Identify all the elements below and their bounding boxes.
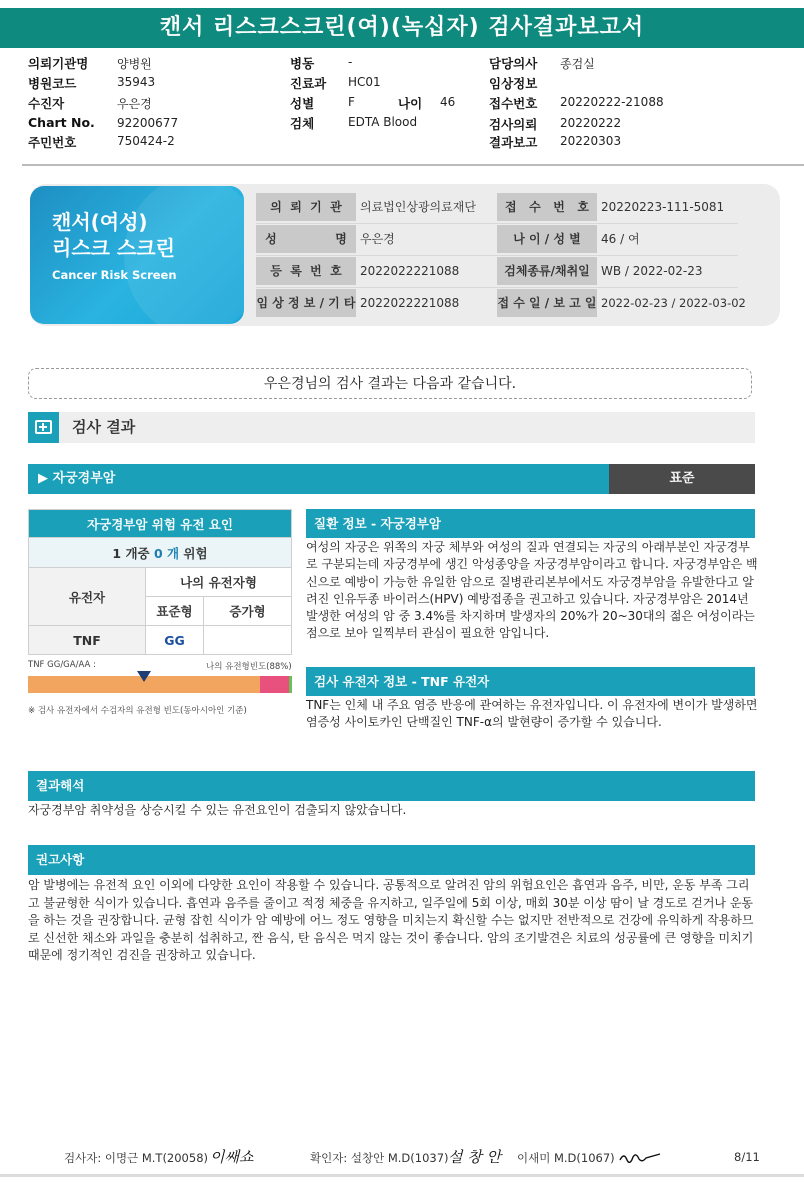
request-date-value: 20220222: [560, 116, 622, 130]
increase-genotype-value: [204, 626, 292, 655]
hospital-name-value: 양병원: [117, 57, 152, 71]
frequency-left-label: TNF GG/GA/AA :: [28, 660, 96, 670]
interpretation-text: 자궁경부암 취약성을 상승시킬 수 있는 유전요인이 검출되지 않았습니다.: [28, 803, 407, 817]
banner-title-1: 캔서(여성): [52, 210, 148, 234]
clinical-info-label: 임상정보: [489, 76, 538, 91]
recommendation-header: 권고사항: [28, 845, 755, 875]
doctor-label: 담당의사: [489, 56, 538, 71]
ward-label: 병동: [290, 56, 315, 71]
frequency-note: ※ 검사 유전자에서 수검자의 유전형 빈도(동아시아인 기준): [28, 706, 247, 716]
sex-label: 성별: [290, 96, 315, 111]
gene-table-title: 자궁경부암 위험 유전 요인: [29, 510, 292, 538]
info-label-institution: 의 뢰 기 관: [256, 193, 356, 221]
section-title: 검사 결과: [72, 418, 136, 436]
ward-value: -: [348, 55, 353, 69]
info-value-age-sex: 46 / 여: [601, 232, 640, 246]
result-greeting: 우은경님의 검사 결과는 다음과 같습니다.: [28, 368, 752, 399]
examiner-signature: 이쌔쇼: [210, 1148, 254, 1166]
examiner-info: 검사자: 이명근 M.T(20058): [64, 1151, 208, 1165]
increase-type-header: 증가형: [204, 597, 292, 626]
resident-no-value: 750424-2: [117, 134, 175, 148]
info-value-clinical: 2022022221088: [360, 296, 460, 310]
section-header: [28, 412, 755, 443]
category-bar: ▶ 자궁경부암: [28, 464, 609, 494]
age-value: 46: [440, 95, 456, 109]
info-value-dates: 2022-02-23 / 2022-03-02: [601, 296, 746, 310]
recommendation-text: 암 발병에는 유전적 요인 이외에 다양한 요인이 작용할 수 있습니다. 공통적으로 알려진 암의 위험요인은 흡연과 음주, 비만, 운동 부족 그리고 불균형한 식이가 있습니다. 흡연과 음주를 줄이고 적정 체중을 유지하고, 일주일에 5회 이상, 매회 30분 이상 땀이 날 경도로 걷거나 운동을 하는 것을 권장합니다. 균형 잡힌 식이가 암 예방에 어느 정도 영향을 미치는지 확신할 수는 없지만 전반적으로 건강에 유익하게 작용하므로 신선한 채소와 과일을 충분히 섭취하고, 짠 음식, 탄 음식은 먹지 않는 것이 좋습니다. 암의 조기발견은 치료의 성공률에 큰 영향을 미치기 때문에 정기적인 검진을 권장하고 있습니다.: [28, 878, 754, 962]
gene-risk-summary: [29, 538, 292, 568]
confirmer2-signature: [618, 1150, 662, 1166]
receipt-no-value: 20220222-21088: [560, 95, 664, 109]
chart-no-value: 92200677: [117, 116, 179, 130]
info-value-specimen: WB / 2022-02-23: [601, 264, 703, 278]
info-label-registration: 등 록 번 호: [256, 257, 356, 285]
interpretation-header: 결과해석: [28, 771, 755, 801]
hospital-code-value: 35943: [117, 75, 156, 89]
my-genotype-header: 나의 유전자형: [146, 568, 292, 597]
department-value: HC01: [348, 75, 381, 89]
department-label: 진료과: [290, 76, 327, 91]
gene-info-text: TNF는 인체 내 주요 염증 반응에 관여하는 유전자입니다. 이 유전자에 변이가 발생하면 염증성 사이토카인 단백질인 TNF-α의 발현량이 증가할 수 있습니다.: [306, 698, 758, 730]
doctor-value: 종검실: [560, 57, 595, 71]
add-folder-icon: [28, 412, 59, 443]
gene-name: TNF: [29, 626, 146, 655]
patient-value: 우은경: [117, 97, 152, 111]
sex-value: F: [348, 95, 355, 109]
gene-info-header: 검사 유전자 정보 - TNF 유전자: [306, 667, 755, 696]
gene-column-header: 유전자: [29, 568, 146, 626]
resident-no-label: 주민번호: [28, 135, 77, 150]
age-label: 나이: [398, 96, 423, 111]
report-date-label: 결과보고: [489, 135, 538, 150]
confirmer2-info: 이새미 M.D(1067): [517, 1151, 615, 1165]
info-separator: [256, 223, 738, 224]
info-value-institution: 의료법인상광의료재단: [360, 200, 476, 214]
info-label-clinical: 임 상 정 보 / 기 타: [256, 289, 356, 317]
summary-count: 0 개: [153, 545, 180, 561]
footer-divider: [0, 1174, 804, 1177]
info-label-specimen: 검체종류/채취일: [497, 257, 597, 285]
report-header: [0, 54, 804, 164]
banner-logo-panel: [30, 186, 244, 324]
confirmer-info: 확인자: 설창안 M.D(1037): [310, 1151, 449, 1165]
disease-info-header: 질환 정보 - 자궁경부암: [306, 509, 755, 538]
banner-subtitle: Cancer Risk Screen: [52, 268, 177, 282]
disease-info-text: 여성의 자궁은 위쪽의 자궁 체부와 여성의 질과 연결되는 자궁의 아래부분인 자궁경부로 구분되는데 자궁경부에 생긴 악성종양을 자궁경부암이라고 합니다. 자궁경부암은 백신으로 예방이 가능한 유일한 암으로 질병관리본부에서도 자궁경부암을 유발한다고 알려진 인유두종 바이러스(HPV) 예방접종을 권고하고 있습니다. 자궁경부암은 2014년 발생한 여성의 암 중 3.4%를 차지하며 발생자의 20%가 20~30대의 젊은 여성이라는 점으로 보아 일찍부터 관심이 필요한 암입니다.: [306, 540, 758, 641]
hospital-code-label: 병원코드: [28, 76, 77, 91]
report-title: 캔서 리스크스크린(여)(녹십자) 검사결과보고서: [0, 8, 804, 48]
info-value-receipt: 20220223-111-5081: [601, 200, 725, 214]
info-value-name: 우은경: [360, 232, 395, 246]
report-date-value: 20220303: [560, 134, 622, 148]
standard-badge: 표준: [609, 464, 755, 494]
hospital-name-label: 의뢰기관명: [28, 56, 89, 71]
info-separator: [256, 287, 738, 288]
info-label-dates: 접 수 일 / 보 고 일: [497, 289, 597, 317]
banner-title-2: 리스크 스크린: [52, 236, 175, 260]
summary-suffix: 위험: [179, 545, 208, 561]
standard-genotype-value: GG: [146, 626, 204, 655]
header-divider: [22, 164, 804, 166]
frequency-bar-segment-rare: [289, 676, 292, 693]
info-value-registration: 2022022221088: [360, 264, 460, 278]
gene-risk-table: [28, 509, 292, 655]
specimen-label: 검체: [290, 116, 315, 131]
request-date-label: 검사의뢰: [489, 117, 538, 132]
standard-type-header: 표준형: [146, 597, 204, 626]
summary-prefix: 1 개중: [112, 545, 154, 561]
info-label-name: 성 명: [256, 225, 356, 253]
frequency-bar-segment-het: [260, 676, 289, 693]
specimen-value: EDTA Blood: [348, 115, 418, 129]
info-label-age-sex: 나 이 / 성 별: [497, 225, 597, 253]
frequency-right-label: 나의 유전형빈도(88%): [206, 662, 292, 672]
my-frequency-marker-icon: [137, 671, 151, 682]
confirmer-signature: 설 창 안: [448, 1148, 502, 1166]
page-number: 8/11: [734, 1150, 760, 1164]
receipt-no-label: 접수번호: [489, 96, 538, 111]
chart-no-label: Chart No.: [28, 115, 95, 130]
patient-label: 수진자: [28, 96, 65, 111]
info-label-receipt: 접 수 번 호: [497, 193, 597, 221]
info-separator: [256, 255, 738, 256]
